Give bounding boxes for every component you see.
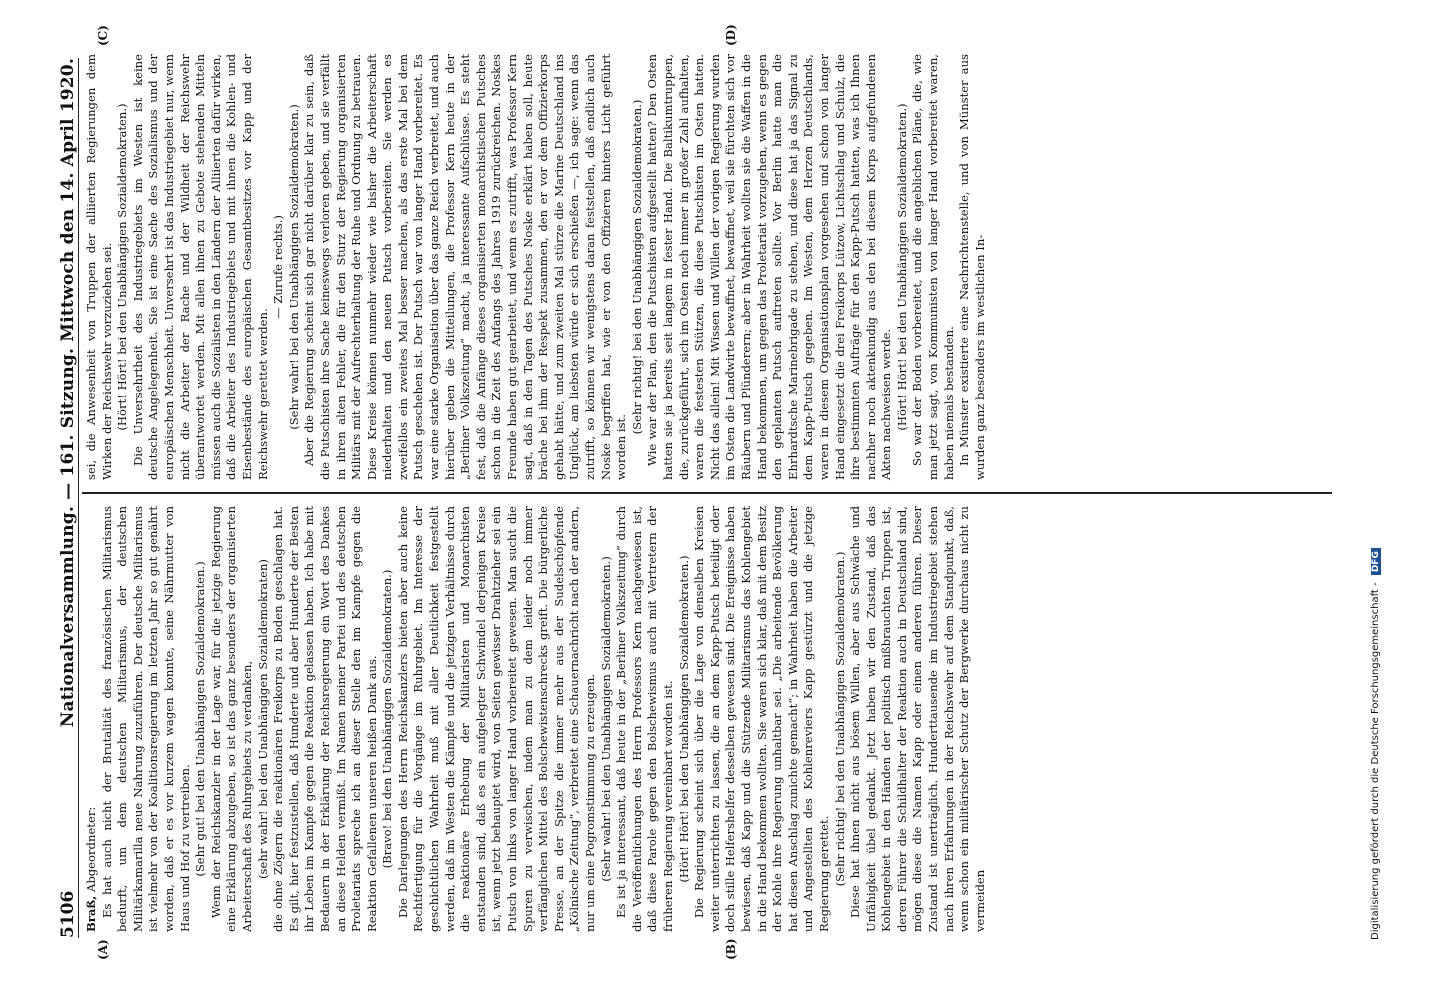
left-text-column: [84, 506, 988, 932]
paragraph: sei, die Anwesenheit von Truppen der alliierten Regierungen dem Wirken der Reichswehr vorzuziehen sei.: [84, 54, 114, 480]
right-text-column: [84, 54, 988, 480]
interjection: (Hört! Hört! bei den Unabhängigen Sozialdemokraten.): [115, 103, 130, 431]
interjection: (Sehr richtig! bei den Unabhängigen Sozialdemokraten.): [832, 551, 847, 887]
margin-letter-c: (C): [96, 25, 110, 46]
speaker-role: Abgeordneter:: [84, 806, 98, 893]
interjection: (Hört! Hört! bei den Unabhängigen Sozialdemokraten.): [676, 555, 691, 883]
speaker-line: [84, 506, 100, 932]
interjection: (Sehr wahr! bei den Unabhängigen Sozialdemokraten.): [286, 104, 301, 430]
paragraph: Aber die Regierung scheint sich gar nicht darüber klar zu sein, daß die Putschisten ihre Sache keineswegs verloren geben, und sie verfällt in ihren alten Fehler, die für den Sturz der Regierung organisierten Militärs mit der Aufrechterhaltung der Ruhe und Ordnung zu betrauen. Diese Kreise können nunmehr wieder wie bisher die Arbeiterschaft niederhalten und den neuen Putsch vorbereiten. Sie werden es zweifellos ein zweites Mal besser machen, als das erste Mal bei dem Putsch geschehen ist. Der Putsch war von langer Hand vorbereitet. Es war eine starke Organisation über das ganze Reich verbreitet, und auch hierüber geben die Mitteilungen, die Professor Kern heute in der „Berliner Volkszeitung“ macht, ja interessante Aufschlüsse. Es steht fest, daß die Anfänge dieses organisierten monarchistischen Putsches schon in die Zeit des Anfangs des Jahres 1919 zurückreichen. Noskes Freunde haben gut gearbeitet, und wenn es zutrifft, was Professor Kern sagt, daß in den Tagen des Putsches Noske erklärt haben soll, heute bräche bei ihm der Respekt zusammen, den er vor dem Offizierkorps gehabt hätte, und zum zweiten Mal stürze die Marine Deutschland ins Unglück, am liebsten würde er sich erschießen —, ich sage: wenn das zutrifft, so können wir wenigstens daran feststellen, daß endlich auch Noske begriffen hat, wie er von den Offizieren hinters Licht geführt worden ist.: [302, 54, 629, 480]
paragraph: Es ist ja interessant, daß heute in der „Berliner Volkszeitung“ durch die Veröffentlichungen des Herrn Professors Kern nachgewiesen ist, daß diese Parole gegen den Bolschewismus auch mit Vertretern der früheren Regierung vereinbart worden ist.: [614, 506, 675, 932]
margin-letter-b: (B): [724, 938, 738, 960]
page-title: Nationalversammlung. — 161. Sitzung. Mittwoch den 14. April 1920.: [58, 58, 78, 728]
paragraph: In Münster existierte eine Nachrichtenstelle, und von Münster aus wurden ganz besonders im westlichen In-: [957, 54, 987, 480]
interjection: (Sehr wahr! bei den Unabhängigen Sozialdemokraten.): [598, 556, 613, 882]
paragraph: Wenn der Reichskanzler in der Lage war, für die jetzige Regierung eine Erklärung abzugeben, so ist das ganz besonders der organisierten Arbeiterschaft des Ruhrgebiets zu verdanken,: [208, 506, 254, 932]
paragraph: Die Unversehrtheit des Industriegebiets im Westen ist keine deutsche Angelegenheit. Sie ist eine Sache des Sozialismus und der europäischen Menschheit. Unversehrt ist das Industriegebiet nur, wenn nicht die Arbeiter der Rache und der Wildheit der Reichswehr überantwortet werden. Mit allen ihnen zu Gebote stehenden Mitteln müssen auch die Sozialisten in den Ländern der Alliierten dafür wirken, daß die Arbeiter des Industriegebiets und mit ihnen die Kohlen- und Eisenbestände des europäischen Gesamtbesitzes vor Kapp und der Reichswehr gerettet werden.: [130, 54, 270, 480]
digitization-credit: [1370, 548, 1381, 940]
paragraph: Diese hat ihnen nicht aus bösem Willen, aber aus Schwäche und Unfähigkeit übel gedankt. Jetzt haben wir den Zustand, daß das Kohlengebiet in den Händen der politisch mißbrauchten Truppen ist, deren Führer die Schildhalter der Reaktion auch in Deutschland sind, mögen diese die Namen Kapp oder einen anderen führen. Dieser Zustand ist unerträglich. Hunderttausende im Industriegebiet stehen nach ihren Erfahrungen in der Reichswehr auf dem Standpunkt, daß, wenn schon ein militärischer Schutz der Bergwerke durchaus nicht zu vermeiden: [848, 506, 987, 932]
interjection: (Sehr gut! bei den Unabhängigen Sozialdemokraten.): [193, 561, 208, 877]
paragraph: Die Regierung scheint sich über die Lage von denselben Kreisen weiter unterrichten zu lassen, die an dem Kapp-Putsch beteiligt oder doch stille Helfershelfer desselben gewesen sind. Die Ereignisse haben bewiesen, daß Kapp und die Stützende Militarismus das Kohlengebiet in die Hand bekommen wollten. Sie waren sich klar, daß mit dem Besitz der Kohle ihre Regierung unhaltbar sei. „Die arbeitende Bevölkerung hat diesen Anschlag zunichte gemacht“; in Wahrheit haben die Arbeiter und Angestellten des Kohlenreviers Kapp gestürzt und die jetzige Regierung gerettet.: [692, 506, 831, 932]
margin-letter-d: (D): [724, 24, 738, 46]
interjection: (Sehr richtig! bei den Unabhängigen Sozialdemokraten.): [629, 99, 644, 435]
dfg-logo: DFG: [1371, 548, 1381, 575]
paragraph: So war der Boden vorbereitet, und die angeblichen Pläne, die, wie man jetzt sagt, von Kommunisten von langer Hand vorbereitet waren, haben niemals bestanden.: [910, 54, 956, 480]
digitization-text: Digitalisierung gefördert durch die Deutsche Forschungsgemeinschaft -: [1370, 582, 1381, 940]
paragraph: Wie war der Plan, den die Putschisten aufgestellt hatten? Den Osten hatten sie ja bereits seit langem in fester Hand. Die Baltikumtruppen, die, zurückgeführt, sich im Osten noch immer in großer Zahl aufhalten, waren die festesten Stützen, die diese Putschisten im Osten hatten. Nicht das allein! Mit Wissen und Willen der vorigen Regierung wurden im Osten die Landwirte bewaffnet, bewaffnet, weil sie fürchten sich vor Räubern und Plünderern; aber in Wahrheit wollten sie die Waffen in die Hand bekommen, um gegen das Proletariat vorzugehen, wenn es gegen den geplanten Putsch auftreten sollte. Vor Berlin hatte man die Ehrhardtsche Marinebrigade zu stehen, und diese hat ja das Signal zu dem Kapp-Putsch gegeben. Im Westen, dem Herzen Deutschlands, waren in diesem Organisationsplan vorgesehen und schon von langer Hand eingesetzt die drei Freikorps Lützow, Lichtschlag und Schulz, die ihre bestimmten Aufträge für den Kapp-Putsch hatten, was ich Ihnen nachher noch aktenkundig aus den bei diesem Korps aufgefundenen Akten nachweisen werde.: [645, 54, 894, 480]
interjection: (sehr wahr! bei den Unabhängigen Sozialdemokraten): [255, 559, 270, 879]
margin-letter-a: (A): [96, 939, 110, 960]
interjection: — Zurufe rechts.): [271, 215, 286, 319]
page-number: 5106: [58, 890, 78, 938]
column-divider: [82, 493, 1332, 495]
paragraph: Die Darlegungen des Herrn Reichskanzlers bieten aber auch keine Rechtfertigung für die Vorgänge im Ruhrgebiet. Im Interesse der geschichtlichen Wahrheit muß mit aller Deutlichkeit festgestellt werden, daß im Westen die Kämpfe und die jetzigen Verhältnisse durch die reaktionäre Erhebung der Militaristen und Monarchisten entstanden sind, daß es ein aufgelegter Schwindel derjenigen Kreise ist, wenn jetzt behauptet wird, von Seiten gewisser Drahtzieher sei ein Putsch von links von langer Hand vorbereitet gewesen. Man sucht die Spuren zu verwischen, indem man zu dem leider noch immer verfänglichen Mittel des Bolschewistenschrecks greift. Die bürgerliche Presse, an der Spitze die immer mehr aus der Sudelschöpfende „Kölnische Zeitung“, verbreitet eine Schauernachricht nach der andern, nur um eine Pogromstimmung zu erzeugen.: [395, 505, 597, 932]
interjection: (Hört! Hört! bei den Unabhängigen Sozialdemokraten.): [894, 103, 909, 431]
page-header: [52, 58, 79, 938]
paragraph: Es hat auch nicht der Brutalität des französischen Militarismus bedurft, um dem deutschen Militarismus, der deutschen Militärkamarilla neue Nahrung zuzuführen. Der deutsche Militarismus ist vielmehr von der Koalitionsregierung im letzten Jahr so gut genährt worden, daß er es vor kurzem wagen konnte, seine Nährmutter von Haus und Hof zu vertreiben.: [99, 506, 192, 932]
paragraph: die ohne Zögern die reaktionären Freikorps zu Boden geschlagen hat. Es gilt, hier festzustellen, daß Hunderte und aber Hunderte der Besten ihr Leben im Kampfe gegen die Reaktion gelassen haben. Ich habe mit Bedauern in der Erklärung der Reichsregierung ein Wort des Dankes an diese Helden vermißt. Im Namen meiner Partei und des deutschen Proletariats spreche ich an dieser Stelle den im Kampfe gegen die Reaktion Gefallenen unseren heißen Dank aus.: [271, 506, 379, 932]
interjection: (Bravo! bei den Unabhängigen Sozialdemokraten.): [380, 569, 395, 869]
speaker-name: Braß,: [84, 895, 98, 932]
